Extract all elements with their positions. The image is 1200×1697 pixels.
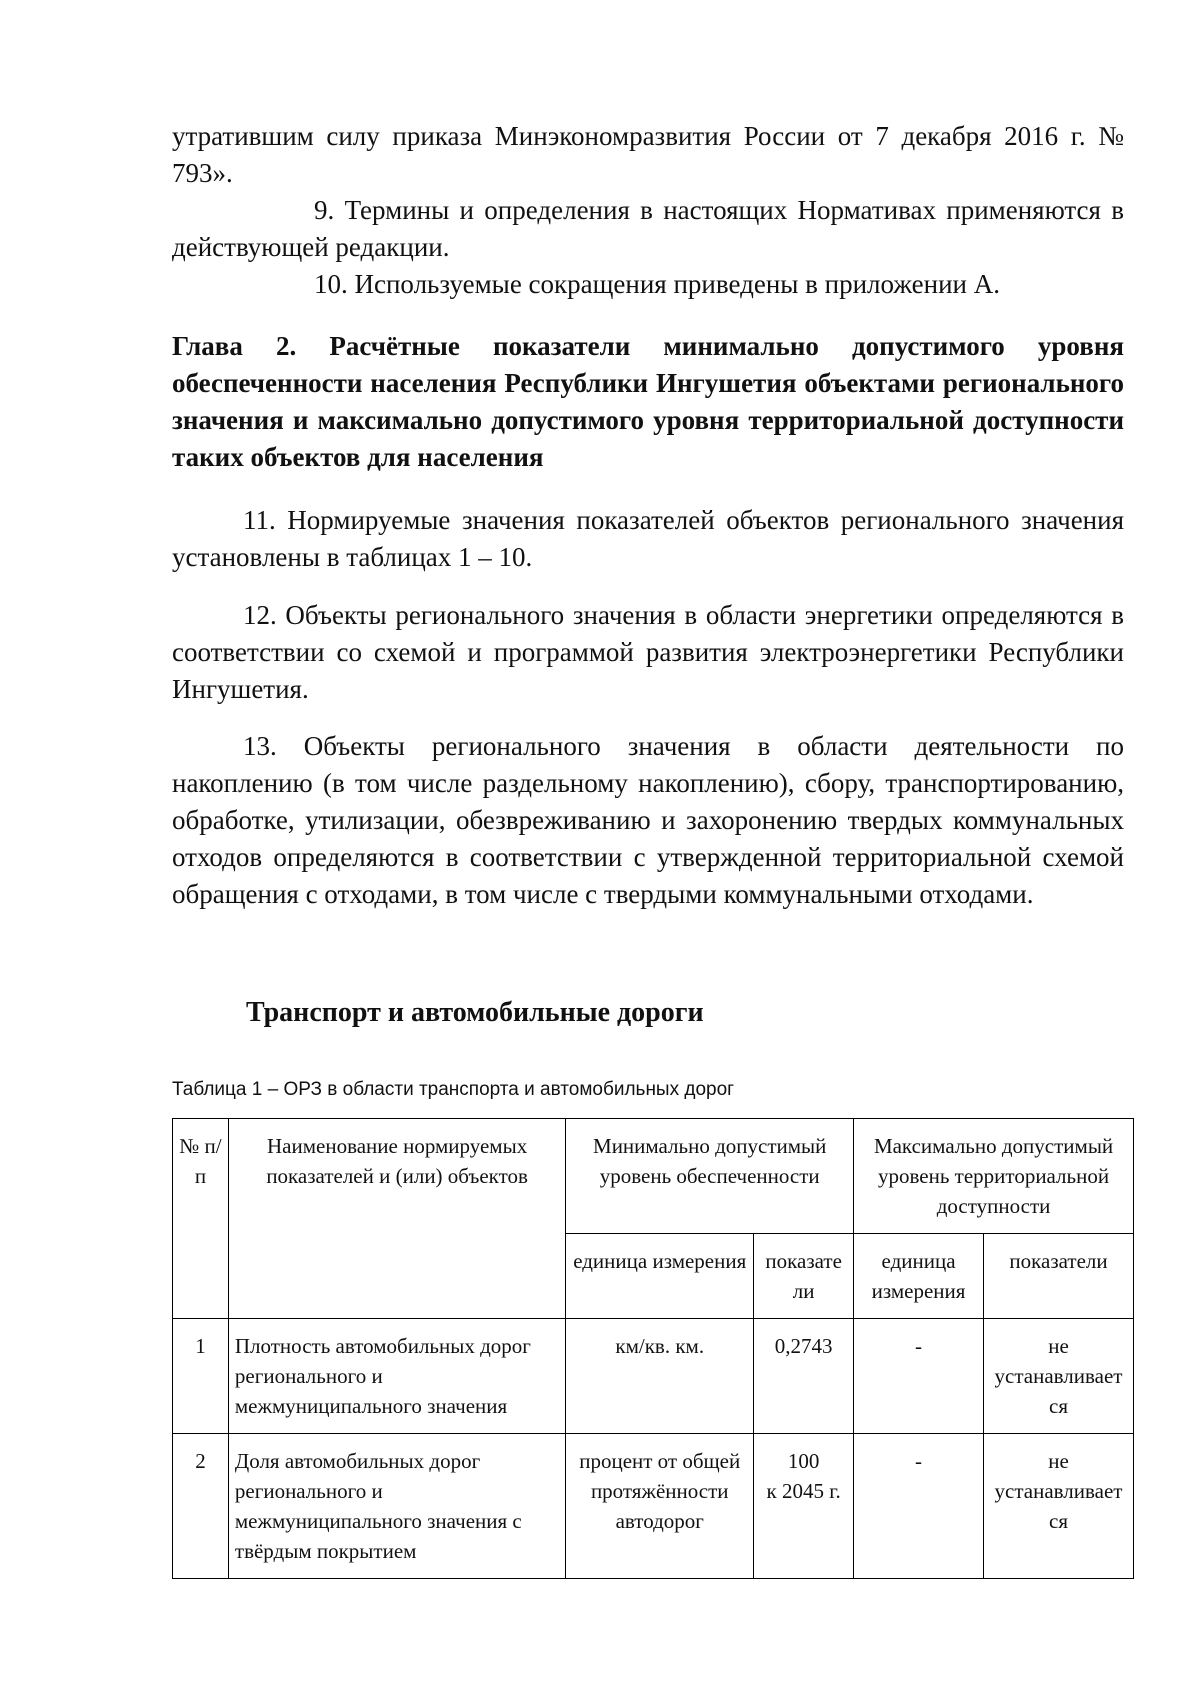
row-1-name: Плотность автомобильных дорог регионального и межмуниципального значения [228, 1319, 565, 1434]
row-2-unit-1: процент от общей протяжённости автодорог [566, 1434, 754, 1579]
paragraph-9 [172, 192, 1124, 266]
header-max-level: Максимально допустимый уровень территориальной доступности [854, 1119, 1134, 1234]
header-name: Наименование нормируемых показателей и (или) объектов [228, 1119, 565, 1319]
paragraph-9-text: Термины и определения в настоящих Нормативах применяются в действующей редакции. [172, 195, 1124, 262]
row-2-value-1-line1: 100 [787, 1449, 820, 1473]
paragraph-11: 11. Нормируемые значения показателей объектов регионального значения установлены в таблицах 1 – 10. [172, 505, 1124, 572]
paragraph-13: 13. Объекты регионального значения в области деятельности по накоплению (в том числе раздельному накоплению), сбору, транспортированию, обработке, утилизации, обезвреживанию и захоронению твердых коммунальных отходов определяются в соответствии с утвержденной территориальной схемой обращения с отходами, в том числе с твердыми коммунальными отходами. [172, 731, 1124, 909]
row-2-num: 2 [173, 1434, 229, 1579]
row-1-value-2: не устанавливает ся [984, 1319, 1134, 1434]
row-2-name: Доля автомобильных дорог регионального и межмуниципального значения с твёрдым покрытием [228, 1434, 565, 1579]
section-title: Транспорт и автомобильные дороги [246, 997, 704, 1028]
paragraph-10 [172, 266, 1124, 303]
header-value-1: показате ли [754, 1234, 854, 1319]
row-1-num: 1 [173, 1319, 229, 1434]
table-header-row [173, 1119, 1134, 1234]
paragraph-9-number: 9. [314, 195, 335, 225]
header-min-level: Минимально допустимый уровень обеспеченности [566, 1119, 854, 1234]
row-2-unit-2: - [854, 1434, 984, 1579]
table-row [173, 1319, 1134, 1434]
row-2-value-2: не устанавливает ся [984, 1434, 1134, 1579]
header-num: № п/п [173, 1119, 229, 1319]
row-1-unit-2: - [854, 1319, 984, 1434]
header-unit-1: единица измерения [566, 1234, 754, 1319]
row-2-value-1 [754, 1434, 854, 1579]
header-value-2: показатели [984, 1234, 1134, 1319]
indicators-table [172, 1118, 1134, 1579]
paragraph-10-text: Используемые сокращения приведены в приложении А. [354, 269, 1000, 299]
row-2-value-1-line2: к 2045 г. [766, 1479, 841, 1503]
paragraph-continuation: утратившим силу приказа Минэкономразвития России от 7 декабря 2016 г. № 793». [172, 121, 1124, 188]
row-1-value-1: 0,2743 [754, 1319, 854, 1434]
table-row [173, 1434, 1134, 1579]
chapter-heading: Глава 2. Расчётные показатели минимально допустимого уровня обеспеченности населения Республики Ингушетия объектами регионального значения и максимально допустимого уровня территориальной доступности таких объектов для населения [172, 331, 1124, 472]
row-1-unit-1: км/кв. км. [566, 1319, 754, 1434]
table-caption: Таблица 1 – ОРЗ в области транспорта и автомобильных дорог [172, 1079, 735, 1100]
paragraph-10-number: 10. [314, 269, 348, 299]
paragraph-12: 12. Объекты регионального значения в области энергетики определяются в соответствии со схемой и программой развития электроэнергетики Республики Ингушетия. [172, 600, 1124, 704]
header-unit-2: единица измерения [854, 1234, 984, 1319]
